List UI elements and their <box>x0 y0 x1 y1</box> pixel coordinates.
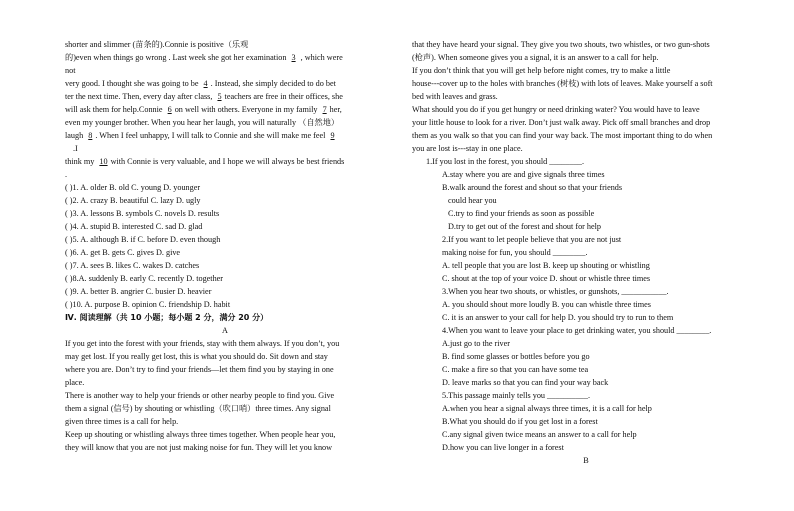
blank-10: 10 <box>99 157 108 166</box>
passage-line: given three times is a call for help. <box>65 417 179 426</box>
passage-label: B <box>583 456 589 465</box>
right-column <box>412 38 760 467</box>
text-line: not <box>65 66 76 75</box>
question-line: 3.When you hear two shouts, or whistles, or gunshots, ___________. <box>442 287 669 296</box>
question-line: C. shout at the top of your voice D. shout or whistle three times <box>442 274 651 283</box>
option-line: ( )6. A. get B. gets C. gives D. give <box>65 248 181 257</box>
question-line: B.What you should do if you get lost in a forest <box>442 417 598 426</box>
question-line: A.stay where you are and give signals three times <box>442 170 605 179</box>
text-line: .I <box>73 144 78 153</box>
question-line: C. make a fire so that you can have some tea <box>442 365 589 374</box>
text-line: laugh 8 . When I feel unhappy, I will talk to Connie and she will make me feel 9 <box>65 129 385 142</box>
passage-line: where you are. Don’t try to find your friends—let them find you by staying in one <box>65 365 334 374</box>
passage-line: (枪声). When someone gives you a signal, it is an answer to a call for help. <box>412 53 659 62</box>
option-line: ( )8.A. suddenly B. early C. recently D. together <box>65 274 224 283</box>
question-line: B.walk around the forest and shout so that your friends <box>442 183 623 192</box>
blank-5: 5 <box>217 92 222 101</box>
question-line: B. find some glasses or bottles before you go <box>442 352 590 361</box>
blank-8: 8 <box>88 131 93 140</box>
passage-line: you are lost is---stay in one place. <box>412 144 523 153</box>
question-line: A. tell people that you are lost B. keep up shouting or whistling <box>442 261 650 270</box>
option-line: ( )3. A. lessons B. symbols C. novels D. results <box>65 209 220 218</box>
question-line: D. leave marks so that you can find your way back <box>442 378 609 387</box>
question-line: 5.This passage mainly tells you __________. <box>442 391 591 400</box>
blank-6: 6 <box>167 105 172 114</box>
passage-line: that they have heard your signal. They give you two shouts, two whistles, or two gun-shots <box>412 40 710 49</box>
passage-line: house---cover up to the holes with branches (树枝) with lots of leaves. Make yourself a soft <box>412 79 713 88</box>
question-line: making noise for fun, you should ________. <box>442 248 588 257</box>
question-line: C.try to find your friends as soon as possible <box>448 209 595 218</box>
blank-9: 9 <box>330 131 335 140</box>
question-line: 4.When you want to leave your place to get drinking water, you should ________. <box>442 326 712 335</box>
question-line: could hear you <box>448 196 497 205</box>
option-line: ( )10. A. purpose B. opinion C. friendship D. habit <box>65 300 231 309</box>
question-line: A.when you hear a signal always three times, it is a call for help <box>442 404 652 413</box>
question-list <box>412 155 760 454</box>
passage-line: they will know that you are not just making noise for fun. They will let you know <box>65 443 333 452</box>
text-line: ter the next time. Then, every day after class, 5 teachers are free in their offices, she <box>65 92 343 101</box>
question-line: 2.If you want to let people believe that you are not just <box>442 235 622 244</box>
passage-line: If you get into the forest with your friends, stay with them always. If you don’t, you <box>65 339 340 348</box>
passage-line: them a signal (信号) by shouting or whistling（吹口哨）three times. Any signal <box>65 404 331 413</box>
text-line: think my 10 with Connie is very valuable, and I hope we will always be best friends <box>65 157 345 166</box>
passage-line: your little house to look for a river. Don’t just walk away. Pick off small branches and drop <box>412 118 711 127</box>
question-line: D.how you can live longer in a forest <box>442 443 564 452</box>
passage-line: place. <box>65 378 85 387</box>
option-line: ( )4. A. stupid B. interested C. sad D. glad <box>65 222 203 231</box>
option-line: ( )1. A. older B. old C. young D. younger <box>65 183 201 192</box>
passage-label: A <box>222 326 228 335</box>
passage-line: What should you do if you get hungry or need drinking water? You would have to leave <box>412 105 700 114</box>
section-title: Ⅳ. 阅读理解（共 10 小题；每小题 2 分，满分 20 分） <box>65 313 269 322</box>
text-line: will ask them for help.Connie 6 on well with others. Everyone in my family 7 her, <box>65 105 342 114</box>
passage-line: may get lost. If you really get lost, this is what you should do. Sit down and stay <box>65 352 328 361</box>
question-line: C.any signal given twice means an answer to a call for help <box>442 430 637 439</box>
left-column <box>65 38 385 454</box>
question-line: 1.If you lost in the forest, you should ________. <box>426 157 585 166</box>
option-line: ( )9. A. better B. angrier C. busier D. heavier <box>65 287 212 296</box>
question-line: A.just go to the river <box>442 339 510 348</box>
passage-line: There is another way to help your friends or other nearby people to find you. Give <box>65 391 335 400</box>
text-line: . <box>65 170 68 179</box>
text-line: even my younger brother. When you hear her laugh, you will naturally （自然地） <box>65 118 340 127</box>
blank-7: 7 <box>322 105 327 114</box>
passage-line: them as you walk so that you can find your way back. The most important thing to do when <box>412 131 713 140</box>
text-line: 的)even when things go wrong . Last week she got her examination 3 , which were <box>65 53 343 62</box>
question-line: A. you should shout more loudly B. you can whistle three times <box>442 300 651 309</box>
option-line: ( )7. A. sees B. likes C. wakes D. catches <box>65 261 200 270</box>
blank-3: 3 <box>291 53 296 62</box>
passage-line: If you don’t think that you will get help before night comes, try to make a little <box>412 66 671 75</box>
passage-line: Keep up shouting or whistling always three times together. When people hear you, <box>65 430 336 439</box>
text-line: very good. I thought she was going to be 4 . Instead, she simply decided to do bet <box>65 79 336 88</box>
text-line: shorter and slimmer (苗条的).Connie is positive（乐观 <box>65 40 249 49</box>
question-line: C. it is an answer to your call for help D. you should try to run to them <box>442 313 674 322</box>
option-line: ( )2. A. crazy B. beautiful C. lazy D. ugly <box>65 196 201 205</box>
option-line: ( )5. A. although B. if C. before D. even though <box>65 235 221 244</box>
blank-4: 4 <box>203 79 208 88</box>
question-line: D.try to get out of the forest and shout for help <box>448 222 602 231</box>
passage-line: bed with leaves and grass. <box>412 92 498 101</box>
